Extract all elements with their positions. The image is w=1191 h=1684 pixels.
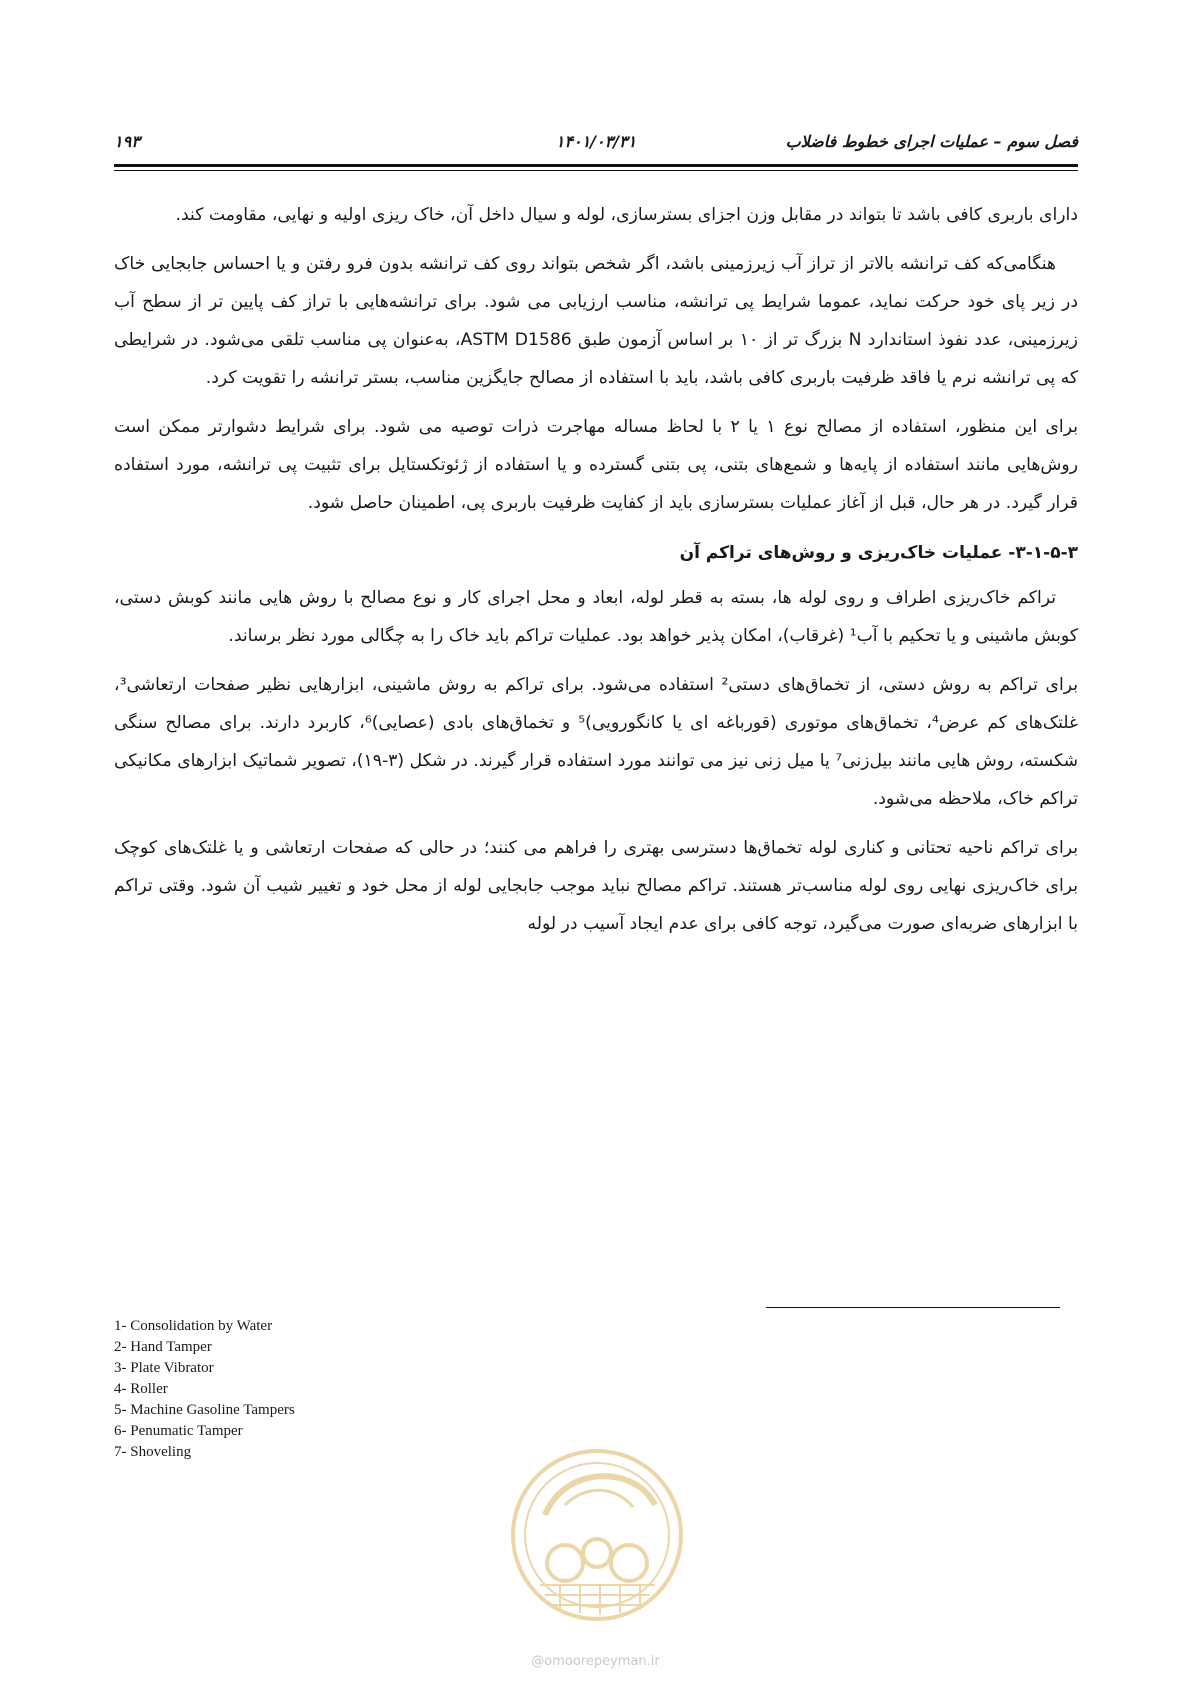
header-rule-thin xyxy=(114,170,1078,171)
body-text xyxy=(114,196,1078,954)
paragraph: دارای باربری کافی باشد تا بتواند در مقابل وزن اجزای بسترسازی، لوله و سیال داخل آن، خاک ریزی اولیه و نهایی، مقاومت کند. xyxy=(175,205,1078,225)
paragraph: تراکم خاک‌ریزی اطراف و روی لوله ها، بسته به قطر لوله، ابعاد و محل اجرای کار و نوع مصالح با روش هایی مانند کوبش دستی، کوبش ماشینی و یا تحکیم با آب¹ (غرقاب)، امکان پذیر خواهد بود. عملیات تراکم باید خاک را به چگالی مورد نظر برساند. xyxy=(114,588,1078,646)
footnote: 7- Shoveling xyxy=(114,1444,192,1460)
chapter-title: فصل سوم – عملیات اجرای خطوط فاضلاب xyxy=(785,132,1078,151)
footnote: 5- Machine Gasoline Tampers xyxy=(114,1402,295,1418)
paragraph: هنگامی‌که کف ترانشه بالاتر از تراز آب زیرزمینی باشد، اگر شخص بتواند روی کف ترانشه بدون فرو رفتن و یا احساس جابجایی خاک در زیر پای خود حرکت نماید، عموما شرایط پی ترانشه، مناسب ارزیابی می شود. برای ترانشه‌هایی با تراز کف پایین تر از سطح آب زیرزمینی، عدد نفوذ استاندارد N بزرگ تر از ۱۰ بر اساس آزمون طبق ASTM D1586، به‌عنوان پی مناسب تلقی می‌شود. در شرایطی که پی ترانشه نرم یا فاقد ظرفیت باربری کافی باشد، باید با استفاده از مصالح جایگزین مناسب، بستر ترانشه را تقویت کرد. xyxy=(114,254,1078,388)
footnote: 2- Hand Tamper xyxy=(114,1339,212,1355)
running-header xyxy=(114,128,1078,156)
watermark-url: @omoorepeyman.ir xyxy=(531,1654,660,1669)
footnotes xyxy=(114,1316,614,1463)
footnote-separator xyxy=(766,1307,1060,1308)
header-date: ۱۴۰۱/۰۳/۳۱ xyxy=(555,132,637,151)
footnote: 3- Plate Vibrator xyxy=(114,1360,214,1376)
page-number: ۱۹۳ xyxy=(114,132,140,151)
paragraph: برای تراکم ناحیه تحتانی و کناری لوله تخماق‌ها دسترسی بهتری را فراهم می کنند؛ در حالی که صفحات ارتعاشی و یا غلتک‌های کوچک برای خاک‌ریزی نهایی روی لوله مناسب‌تر هستند. تراکم مصالح نباید موجب جابجایی لوله از محل خود و تغییر شیب آن شود. وقتی تراکم با ابزارهای ضربه‌ای صورت می‌گیرد، توجه کافی برای عدم ایجاد آسیب در لوله xyxy=(114,838,1078,934)
paragraph: برای این منظور، استفاده از مصالح نوع ۱ یا ۲ با لحاظ مساله مهاجرت ذرات توصیه می شود. برای شرایط دشوارتر ممکن است روش‌هایی مانند استفاده از پایه‌ها و شمع‌های بتنی، پی بتنی گسترده و یا استفاده از ژئوتکستایل برای تثبیت پی ترانشه، مورد استفاده قرار گیرد. در هر حال، قبل از آغاز عملیات بسترسازی باید از کفایت ظرفیت باربری پی، اطمینان حاصل شود. xyxy=(114,417,1078,513)
header-rule-thick xyxy=(114,164,1078,167)
watermark-logo xyxy=(505,1445,689,1645)
footnote: 6- Penumatic Tamper xyxy=(114,1423,243,1439)
footnote: 1- Consolidation by Water xyxy=(114,1318,273,1334)
footnote: 4- Roller xyxy=(114,1381,168,1397)
section-heading: ۳-۱-۵-۳- عملیات خاک‌ریزی و روش‌های تراکم آن xyxy=(679,543,1078,563)
paragraph: برای تراکم به روش دستی، از تخماق‌های دستی² استفاده می‌شود. برای تراکم به روش ماشینی، ابزارهایی نظیر صفحات ارتعاشی³، غلتک‌های کم عرض⁴، تخماق‌های موتوری (قورباغه ای یا کانگورویی)⁵ و تخماق‌های بادی (عصایی)⁶، کاربرد دارند. برای مصالح سنگی شکسته، روش هایی مانند بیل‌زنی⁷ یا میل زنی نیز می توانند مورد استفاده قرار گیرند. در شکل (۳-۱۹)، تصویر شماتیک ابزارهای مکانیکی تراکم خاک، ملاحظه می‌شود. xyxy=(114,675,1078,809)
